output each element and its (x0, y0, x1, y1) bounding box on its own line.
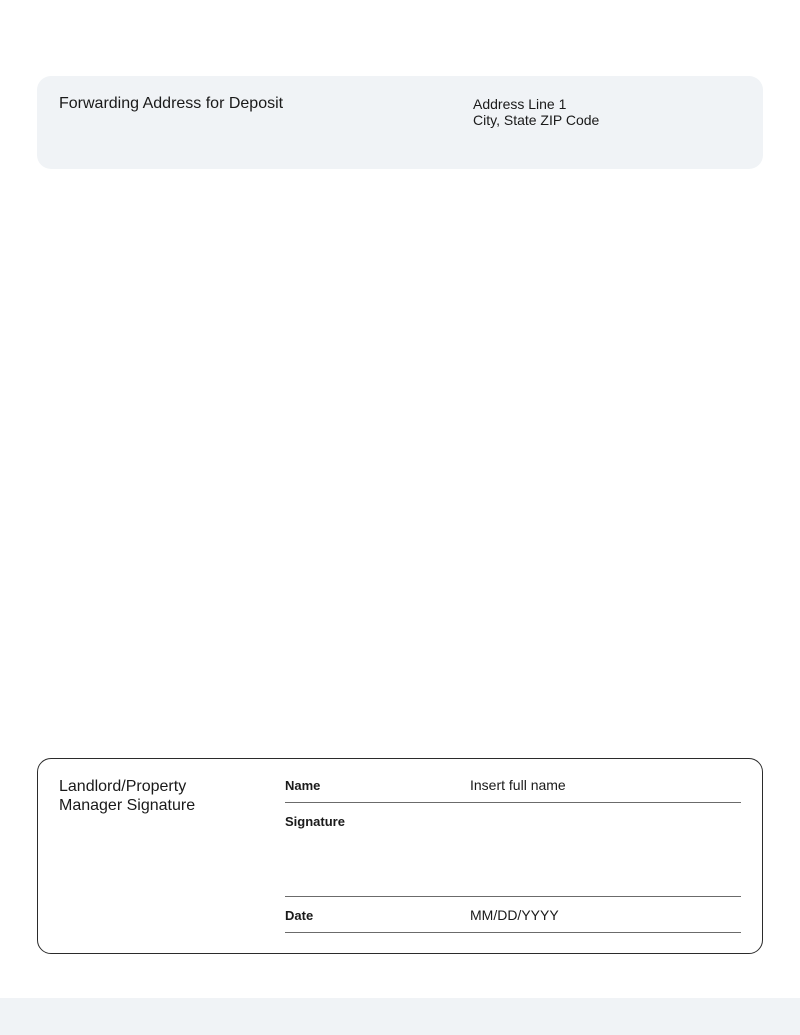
signature-panel (37, 758, 763, 954)
name-label: Name (285, 778, 321, 793)
signature-row[interactable] (285, 802, 741, 897)
name-row (285, 759, 741, 803)
signature-panel-title: Landlord/Property Manager Signature (59, 778, 196, 814)
name-field[interactable]: Insert full name (470, 777, 566, 793)
address-city-state-zip: City, State ZIP Code (473, 112, 600, 128)
date-label: Date (285, 908, 314, 923)
forwarding-address-panel (37, 76, 763, 169)
address-line-1: Address Line 1 (473, 96, 567, 112)
signature-label: Signature (285, 814, 345, 829)
footer-band (0, 998, 800, 1035)
forwarding-address-value[interactable] (473, 96, 599, 128)
date-row (285, 896, 741, 933)
date-field[interactable]: MM/DD/YYYY (470, 907, 559, 923)
forwarding-address-title: Forwarding Address for Deposit (59, 95, 284, 112)
